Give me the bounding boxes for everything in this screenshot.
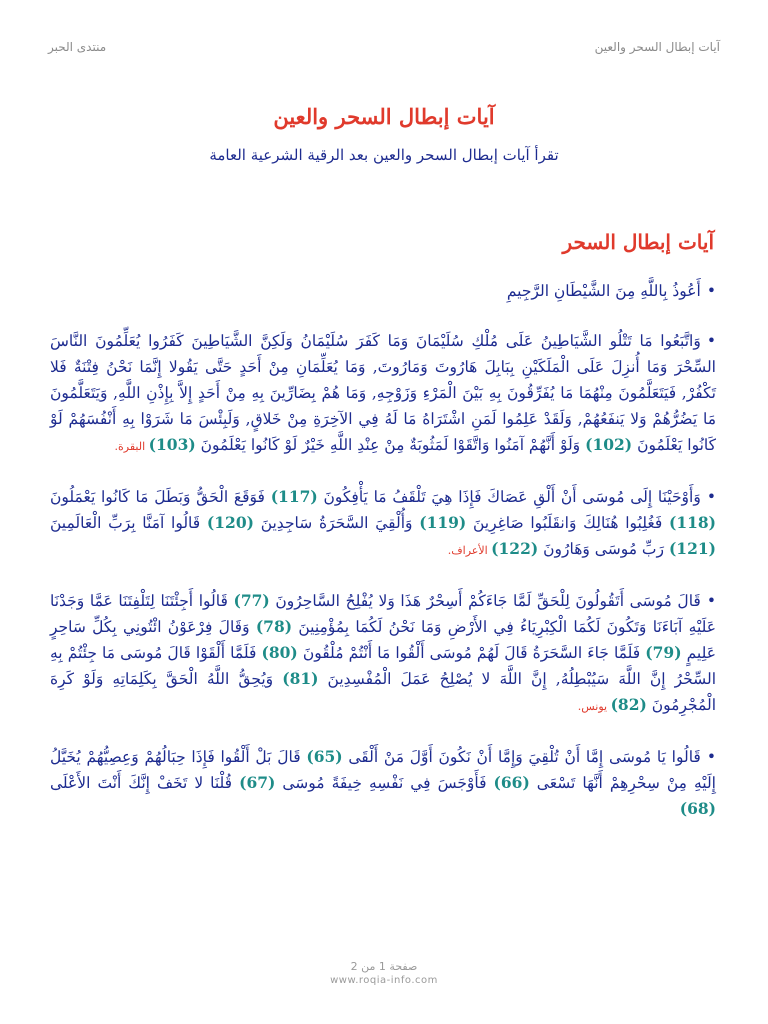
verse-number: (66) bbox=[493, 773, 530, 792]
verse-paragraph bbox=[50, 744, 716, 822]
verse-paragraph bbox=[50, 588, 716, 720]
verse-number: (103) bbox=[148, 435, 196, 454]
verse-number: (65) bbox=[306, 747, 343, 766]
bullet-icon: • bbox=[706, 282, 716, 300]
page-header bbox=[48, 40, 720, 62]
verse-text: فَأَوْجَسَ فِي نَفْسِهِ خِيفَةً مُوسَى bbox=[275, 774, 494, 792]
verse-number: (67) bbox=[239, 773, 276, 792]
header-site-name: منتدى الحبر bbox=[48, 40, 107, 54]
document-subtitle: تقرأ آيات إبطال السحر والعين بعد الرقية الشرعية العامة bbox=[209, 146, 559, 164]
surah-reference: البقرة. bbox=[114, 440, 149, 453]
verse-number: (78) bbox=[255, 617, 293, 636]
header-document-title: آيات إبطال السحر والعين bbox=[594, 40, 720, 54]
verse-text: وَيُحِقُّ اللَّهُ الْحَقَّ بِكَلِمَاتِهِ وَلَوْ كَرِهَ الْمُجْرِمُونَ bbox=[50, 670, 716, 714]
verse-number: (117) bbox=[270, 487, 318, 506]
verse-text: فَلَمَّا أَلْقَوْا قَالَ مُوسَى مَا جِئْتُمْ بِهِ السِّحْرُ إِنَّ اللَّهَ سَيُبْطِلُهُ, إِنَّ اللَّهَ لا يُصْلِحُ عَمَلَ الْمُفْسِدِينَ bbox=[50, 644, 717, 688]
verse-number: (80) bbox=[261, 643, 298, 662]
verses-content bbox=[50, 278, 716, 846]
verse-text: وَقَالَ فِرْعَوْنُ ائْتُونِي بِكُلِّ سَاحِرٍ عَلِيمٍ bbox=[50, 618, 716, 662]
verse-number: (102) bbox=[585, 435, 633, 454]
verse-text: فَوَقَعَ الْحَقُّ وَبَطَلَ مَا كَانُوا يَعْمَلُونَ bbox=[50, 488, 271, 506]
verse-number: (77) bbox=[233, 591, 270, 610]
verse-number: (82) bbox=[610, 695, 647, 714]
verse-text: أَعُوذُ بِاللَّهِ مِنَ الشَّيْطَانِ الرَّجِيمِ bbox=[506, 282, 701, 300]
verse-paragraph bbox=[50, 328, 716, 460]
verse-text: وَاتَّبَعُوا مَا تَتْلُو الشَّيَاطِينُ عَلَى مُلْكِ سُلَيْمَانَ وَمَا كَفَرَ سُلَيْمَانُ وَلَكِنَّ الشَّيَاطِينَ كَفَرُوا يُعَلِّمُونَ النَّاسَ السِّحْرَ وَمَا أُنزِلَ عَلَى الْمَلَكَيْنِ بِبَابِلَ هَارُوتَ وَمَارُوتَ, وَمَا يُعَلِّمَانِ مِنْ أَحَدٍ حَتَّى يَقُولا إِنَّمَا نَحْنُ فِتْنَةٌ فَلا تَكْفُرْ, فَيَتَعَلَّمُونَ مِنْهُمَا مَا يُفَرِّقُونَ بِهِ بَيْنَ الْمَرْءِ وَزَوْجِهِ, وَمَا هُمْ بِضَارِّينَ بِهِ مِنْ أَحَدٍ إِلاَّ بِإِذْنِ اللَّهِ, وَيَتَعَلَّمُونَ مَا يَضُرُّهُمْ وَلا يَنفَعُهُمْ, وَلَقَدْ عَلِمُوا لَمَنِ اشْتَرَاهُ مَا لَهُ فِي الآخِرَةِ مِنْ خَلاقٍ, وَلَبِئْسَ مَا شَرَوْا بِهِ أَنْفُسَهُمْ لَوْ كَانُوا يَعْلَمُونَ bbox=[50, 332, 716, 454]
document-title: آيات إبطال السحر والعين bbox=[273, 104, 495, 129]
bullet-icon: • bbox=[706, 748, 716, 766]
verse-text: قَالُوا آمَنَّا بِرَبِّ الْعَالَمِينَ bbox=[50, 514, 207, 532]
verse-text: قَالَ بَلْ أَلْقُوا فَإِذَا حِبَالُهُمْ وَعِصِيُّهُمْ يُخَيَّلُ إِلَيْهِ مِنْ سِحْرِهِمْ أَنَّهَا تَسْعَى bbox=[50, 748, 716, 792]
verse-number: (121) bbox=[668, 539, 716, 558]
verse-text: قُلْنَا لا تَخَفْ إِنَّكَ أَنْتَ الأَعْلَى bbox=[50, 774, 240, 792]
verse-number: (120) bbox=[206, 513, 254, 532]
verse-number: (79) bbox=[645, 643, 682, 662]
bullet-icon: • bbox=[706, 332, 716, 350]
verse-text: قَالُوا يَا مُوسَى إِمَّا أَنْ تُلْقِيَ وَإِمَّا أَنْ نَكُونَ أَوَّلَ مَنْ أَلْقَى bbox=[342, 748, 701, 766]
verse-number: (122) bbox=[491, 539, 539, 558]
bullet-icon: • bbox=[706, 488, 716, 506]
verse-text: فَلَمَّا جَاءَ السَّحَرَةُ قَالَ لَهُمْ مُوسَى أَلْقُوا مَا أَنْتُمْ مُلْقُونَ bbox=[297, 644, 646, 662]
surah-reference: الأعراف. bbox=[447, 544, 492, 557]
verse-number: (81) bbox=[282, 669, 319, 688]
verse-text: وَأَوْحَيْنَا إِلَى مُوسَى أَنْ أَلْقِ عَصَاكَ فَإِذَا هِيَ تَلْقَفُ مَا يَأْفِكُونَ bbox=[317, 488, 701, 506]
verse-paragraph bbox=[50, 278, 716, 304]
verse-text: رَبِّ مُوسَى وَهَارُونَ bbox=[538, 540, 669, 558]
website-url: www.roqia-info.com bbox=[330, 975, 438, 986]
verse-number: (119) bbox=[419, 513, 467, 532]
verse-paragraph bbox=[50, 484, 716, 564]
section-heading: آيات إبطال السحر bbox=[562, 230, 714, 254]
verse-text: وَلَوْ أَنَّهُمْ آمَنُوا وَاتَّقَوْا لَمَثُوبَةٌ مِنْ عِنْدِ اللَّهِ خَيْرٌ لَوْ كَانُوا يَعْلَمُونَ bbox=[195, 436, 586, 454]
verse-text: قَالُوا أَجِئْتَنَا لِتَلْفِتَنَا عَمَّا وَجَدْنَا عَلَيْهِ آبَاءَنَا وَتَكُونَ لَكُمَا الْكِبْرِيَاءُ فِي الأَرْضِ وَمَا نَحْنُ لَكُمَا بِمُؤْمِنِينَ bbox=[50, 592, 716, 636]
verse-number: (118) bbox=[668, 513, 717, 532]
surah-reference: يونس. bbox=[577, 700, 611, 713]
verse-text: وَأُلْقِيَ السَّحَرَةُ سَاجِدِينَ bbox=[253, 514, 420, 532]
bullet-icon: • bbox=[706, 592, 716, 610]
page-number: صفحة 1 من 2 bbox=[350, 960, 418, 973]
verse-number: (68) bbox=[679, 799, 716, 818]
verse-text: قَالَ مُوسَى أَتَقُولُونَ لِلْحَقِّ لَمَّا جَاءَكُمْ أَسِحْرٌ هَذَا وَلا يُفْلِحُ السَّاحِرُونَ bbox=[269, 592, 701, 610]
verse-text: فَغُلِبُوا هُنَالِكَ وَانقَلَبُوا صَاغِرِينَ bbox=[466, 514, 669, 532]
page-footer bbox=[0, 960, 768, 986]
